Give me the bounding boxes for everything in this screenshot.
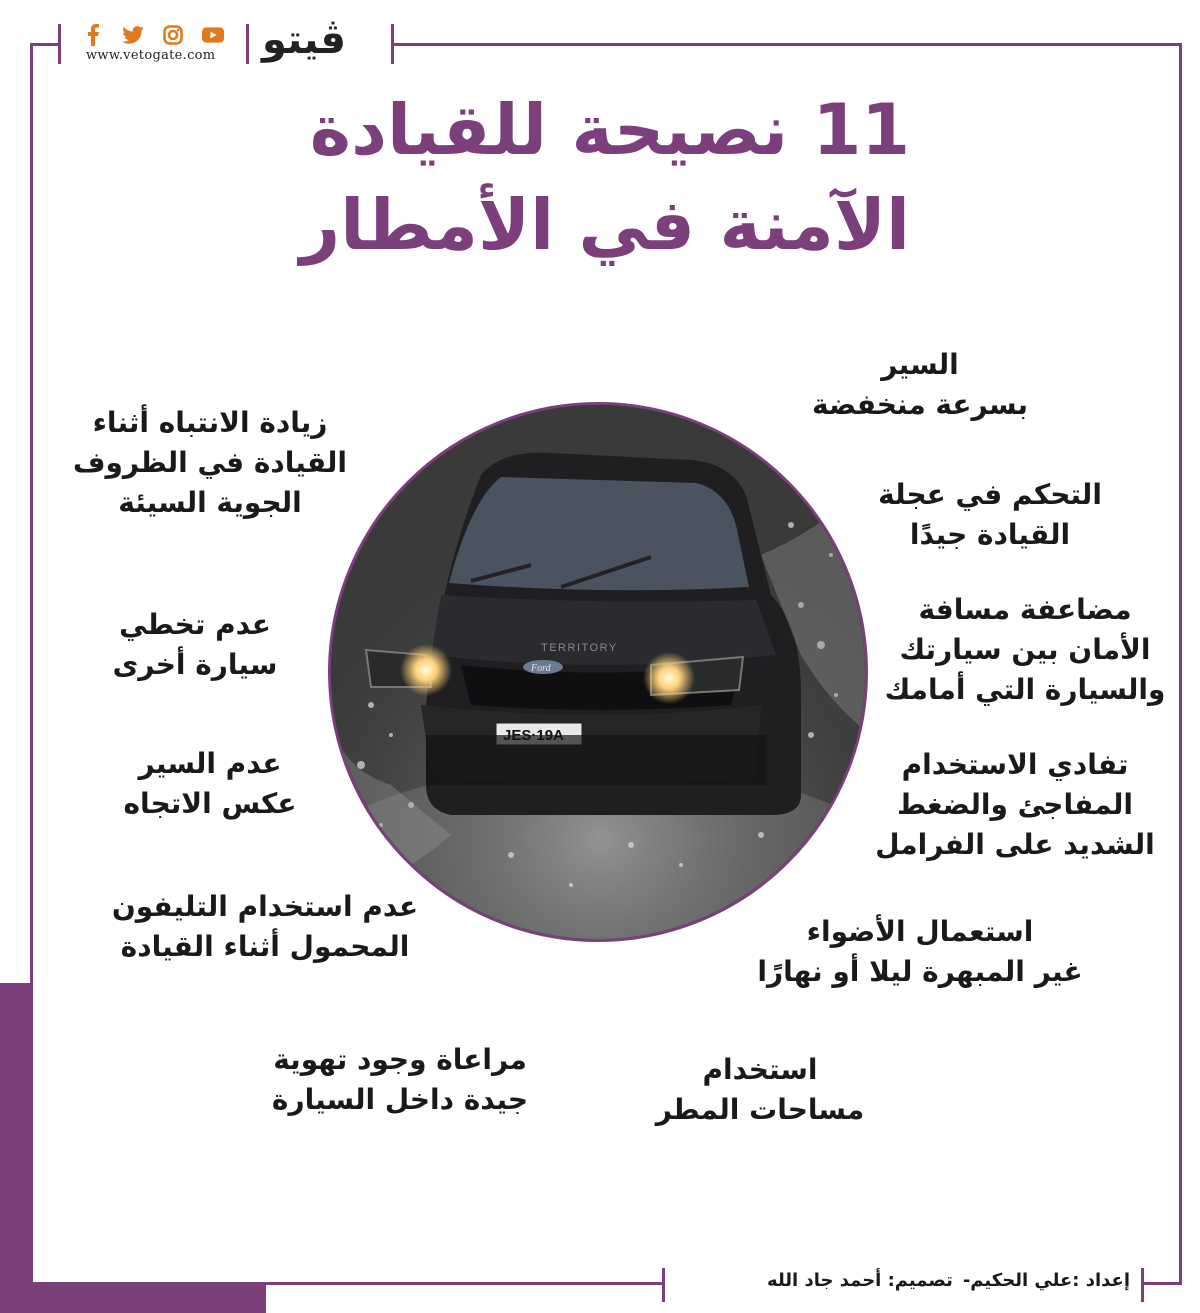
frame-top-right	[393, 43, 1182, 46]
frame-bottom-right	[1142, 1282, 1182, 1285]
frame-top-left-tick	[58, 24, 61, 64]
frame-top-mid-tick	[246, 24, 249, 64]
page-title-line2: الآمنة في الأمطار	[299, 184, 910, 266]
social-icons	[82, 24, 224, 46]
page-title-line1: 11 نصيحة للقيادة	[309, 89, 910, 171]
twitter-icon[interactable]	[122, 24, 144, 46]
site-url[interactable]: www.vetogate.com	[86, 48, 216, 63]
accent-bottom-bar	[0, 1282, 266, 1313]
brand-logo[interactable]	[262, 17, 346, 63]
car-in-rain-photo	[328, 402, 868, 942]
grille-text: TERRITORY	[541, 642, 618, 654]
frame-left-edge	[30, 43, 33, 983]
frame-top-left	[30, 43, 60, 46]
tip-use-wipers: استخدام مساحات المطر	[655, 1053, 865, 1126]
tip-ventilation: مراعاة وجود تهوية جيدة داخل السيارة	[271, 1043, 529, 1116]
frame-bottom-left	[264, 1282, 664, 1285]
tip-no-overtaking: عدم تخطي سيارة أخرى	[112, 608, 278, 681]
instagram-icon[interactable]	[162, 24, 184, 46]
tip-steering-control: التحكم في عجلة القيادة جيدًا	[878, 478, 1102, 551]
tip-slow-speed: السير بسرعة منخفضة	[812, 348, 1028, 421]
tip-double-distance: مضاعفة مسافة الأمان بين سيارتك والسيارة التي أمامك	[884, 593, 1166, 706]
credit-prepared-by: إعداد :علي الحكيم-	[962, 1270, 1130, 1291]
credits	[767, 1270, 1130, 1291]
accent-corner-block	[0, 983, 33, 1313]
youtube-icon[interactable]	[202, 24, 224, 46]
tip-no-wrong-way: عدم السير عكس الاتجاه	[123, 747, 297, 820]
credit-designed-by: تصميم: أحمد جاد الله	[767, 1270, 953, 1291]
frame-bottom-tick-right	[1141, 1268, 1144, 1302]
badge-text: Ford	[531, 663, 551, 674]
frame-bottom-tick-left	[662, 1268, 665, 1302]
tip-avoid-hard-braking: تفادي الاستخدام المفاجئ والضغط الشديد على الفرامل	[875, 748, 1155, 861]
tip-increase-attention: زيادة الانتباه أثناء القيادة في الظروف الجوية السيئة	[73, 406, 347, 519]
facebook-icon[interactable]	[82, 24, 104, 46]
tip-non-glare-lights: استعمال الأضواء غير المبهرة ليلا أو نهارًا	[757, 915, 1083, 988]
brand-logo-text: ڤيتو	[262, 17, 346, 63]
car-illustration	[331, 405, 868, 942]
tip-no-phone: عدم استخدام التليفون المحمول أثناء القيادة	[111, 890, 419, 963]
